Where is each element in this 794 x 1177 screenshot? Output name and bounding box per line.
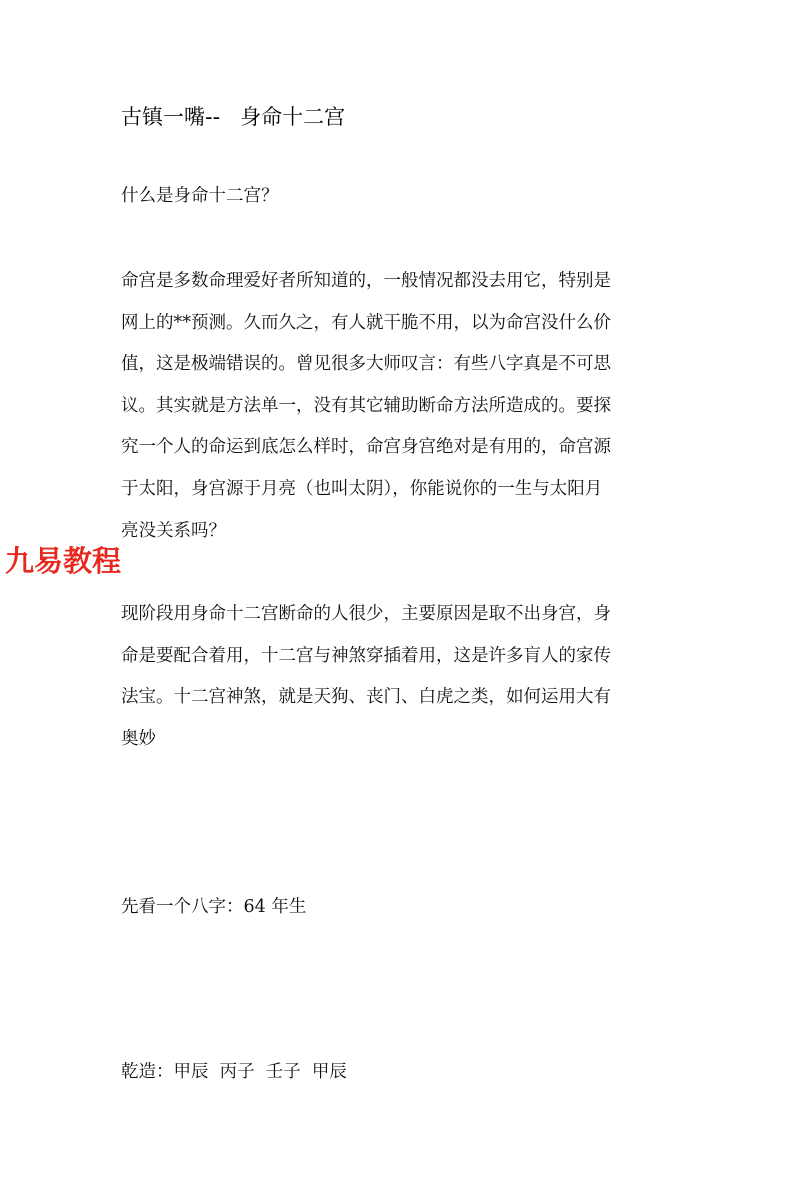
question-text: 什么是身命十二宫？ (121, 186, 279, 206)
paragraph-1-line: 究一个人的命运到底怎么样时，命宫身宫绝对是有用的，命宫源 (121, 437, 611, 458)
example-intro (121, 887, 681, 929)
bazi-line (121, 969, 681, 1177)
paragraph-1-line: 命宫是多数命理爱好者所知道的，一般情况都没去用它，特别是 (121, 271, 611, 291)
document-title: 古镇一嘴-- 身命十二宫 (121, 105, 346, 129)
paragraph-1-line: 议。其实就是方法单一，没有其它辅助断命方法所造成的。要探 (121, 395, 611, 416)
paragraph-2-line: 法宝。十二宫神煞，就是天狗、丧门、白虎之类，如何运用大有 (121, 687, 611, 708)
watermark-text: 九易教程 (5, 544, 122, 578)
paragraph-1-line: 于太阳，身宫源于月亮（也叫太阴），你能说你的一生与太阳月 (121, 478, 603, 499)
question-line (121, 176, 681, 218)
paragraph-2-line: 现阶段用身命十二宫断命的人很少，主要原因是取不出身宫，身 (121, 604, 611, 624)
paragraph-2-line: 命是要配合着用，十二宫与神煞穿插着用，这是许多肓人的家传 (121, 645, 611, 666)
paragraph-2-line: 奥妙 (121, 728, 156, 749)
example-intro-text: 先看一个八字：64 年生 (121, 897, 307, 917)
paragraph-1 (121, 261, 681, 552)
paragraph-1-line: 亮没关系吗？ (121, 520, 226, 541)
paragraph-1-line: 值，这是极端错误的。曾见很多大师叹言：有些八字真是不可思 (121, 354, 611, 375)
paragraph-1-line: 网上的**预测。久而久之，有人就干脆不用，以为命宫没什么价 (121, 312, 611, 333)
bazi-text: 乾造：甲辰 丙子 壬子 甲辰 (121, 1062, 347, 1083)
paragraph-2 (121, 594, 681, 760)
